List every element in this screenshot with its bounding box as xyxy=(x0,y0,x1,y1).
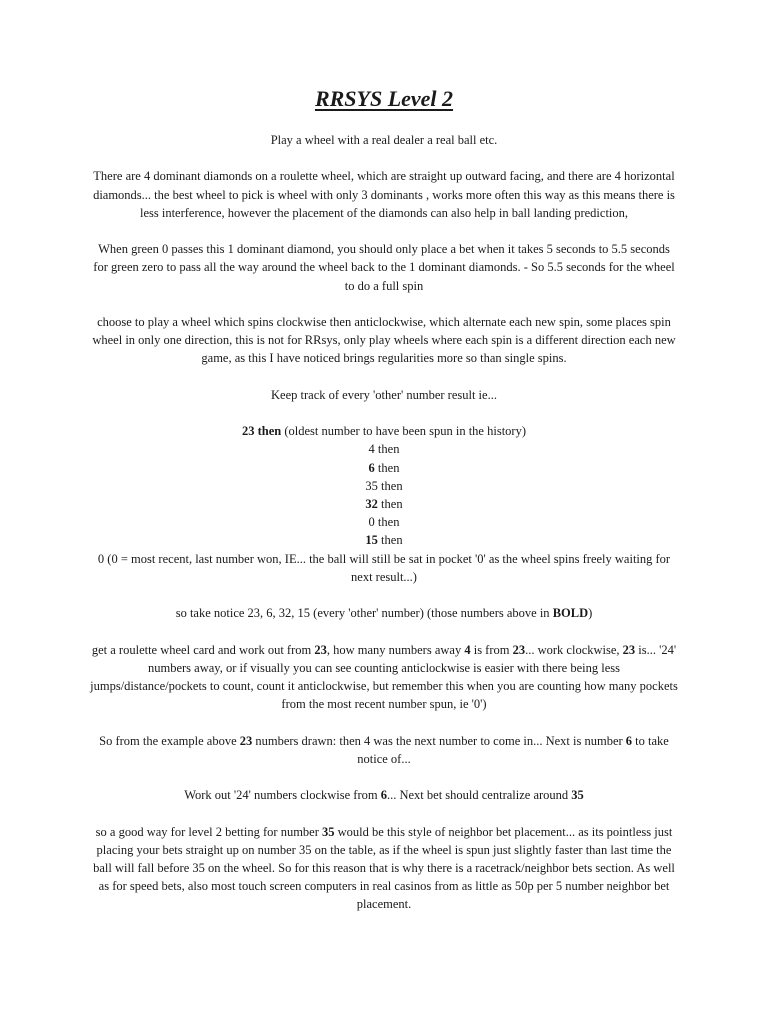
list-item: 6 then xyxy=(368,460,400,475)
list-item: 4 then xyxy=(368,442,400,457)
paragraph-take-notice: so take notice 23, 6, 32, 15 (every 'other' number) (those numbers above in BOLD) xyxy=(175,606,593,621)
paragraph-intro: Play a wheel with a real dealer a real ball etc. xyxy=(270,133,498,147)
list-item: 15 then xyxy=(365,533,403,548)
paragraph-keep-track: Keep track of every 'other' number result ie... xyxy=(271,387,497,402)
paragraph-neighbor-bets: so a good way for level 2 betting for number 35 would be this style of neighbor bet placement... as its pointless just placing your bets straight up on number 35 on the table, as if the wheel is spun just slightly faster than last time the ball will fall before 35 on the wheel. So for this reason that is why there is a racetrack/neighbor bets section. As well as for speed bets, also most touch screen computers in real casinos from as little as 50p per 5 number neighbor bet placement. xyxy=(93,824,675,912)
list-item: 0 (0 = most recent, last number won, IE... the ball will still be sat in pocket '0' as the wheel spins freely waiting for next result...) xyxy=(97,551,671,584)
paragraph-direction: choose to play a wheel which spins clockwise then anticlockwise, which alternate each new spin, some places spin wheel in only one direction, this is not for RRsys, only play wheels where each spin is a different direction each new game, as this I have noticed brings regularities more so than single spins. xyxy=(92,314,676,366)
number-history-list xyxy=(90,422,678,586)
paragraph-work-out: Work out '24' numbers clockwise from 6... Next bet should centralize around 35 xyxy=(184,788,584,803)
list-item: 0 then xyxy=(368,515,400,530)
paragraph-wheel-card: get a roulette wheel card and work out from 23, how many numbers away 4 is from 23... work clockwise, 23 is... '24' numbers away, or if visually you can see counting anticlockwise is easier with there being less jumps/distance/pockets to count, count it anticlockwise, but remember this when you are counting how many pockets from the most recent number spun, ie '0') xyxy=(90,642,678,712)
document-title: RRSYS Level 2 xyxy=(314,86,454,111)
list-item: 35 then xyxy=(365,478,403,493)
paragraph-timing: When green 0 passes this 1 dominant diamond, you should only place a bet when it takes 5 seconds to 5.5 seconds for green zero to pass all the way around the wheel back to the 1 dominant diamonds. - So 5.5 seconds for the wheel to do a full spin xyxy=(93,242,675,293)
document-body xyxy=(90,131,678,932)
paragraph-diamonds: There are 4 dominant diamonds on a roulette wheel, which are straight up outward facing, and there are 4 horizontal diamonds... the best wheel to pick is wheel with only 3 dominants , works more often this way as this means there is less interference, however the placement of the diamonds can also help in ball landing prediction, xyxy=(93,169,675,220)
paragraph-example: So from the example above 23 numbers drawn: then 4 was the next number to come in... Next is number 6 to take notice of... xyxy=(99,733,669,766)
list-item: 23 then (oldest number to have been spun in the history) xyxy=(242,424,526,439)
list-item: 32 then xyxy=(365,496,403,511)
